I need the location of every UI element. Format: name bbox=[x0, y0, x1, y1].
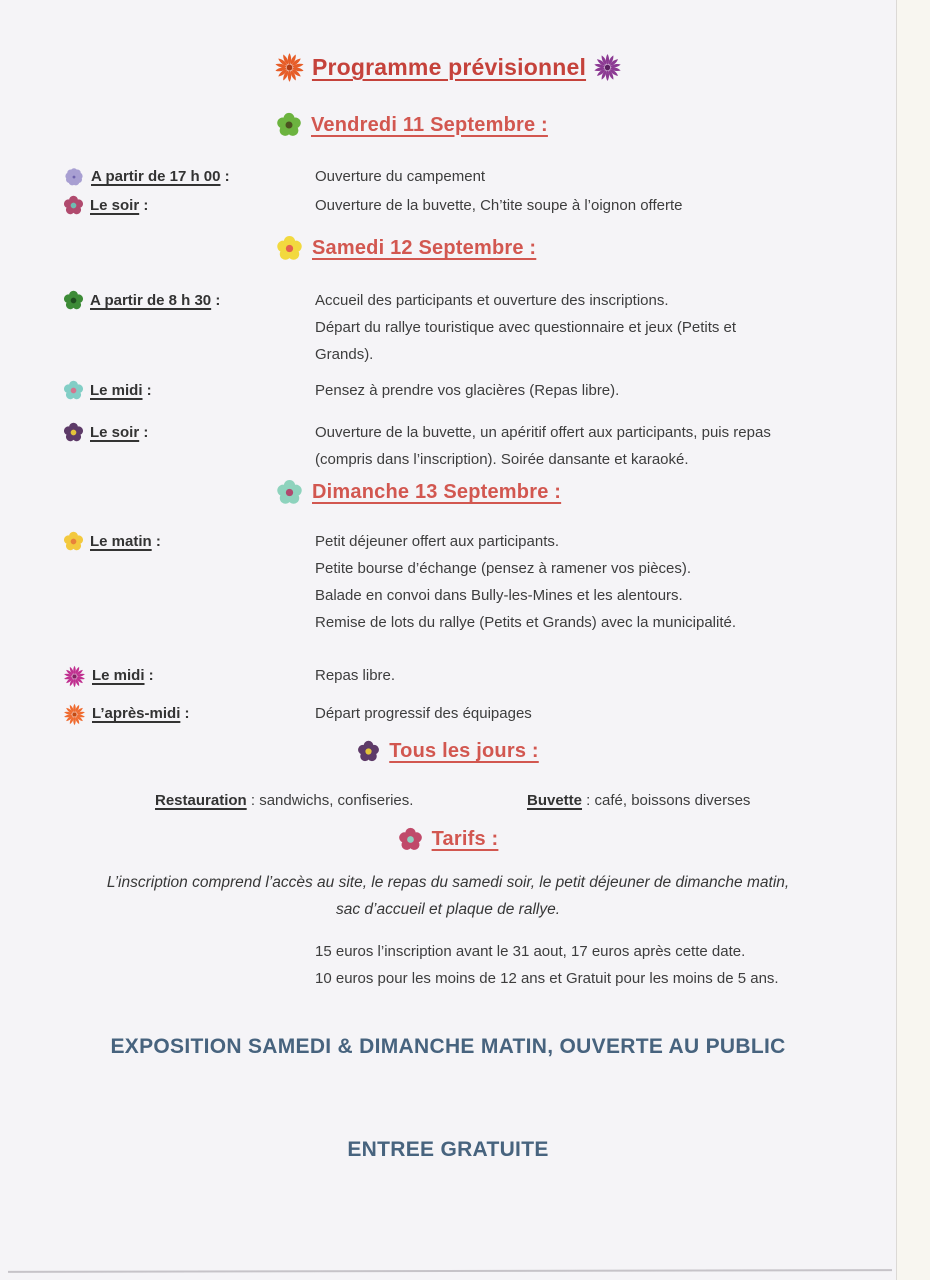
heading-samedi bbox=[276, 235, 536, 262]
plum-flower-icon bbox=[63, 422, 84, 443]
yellow-orange-flower-icon bbox=[63, 531, 84, 552]
orange-aster-flower-icon bbox=[63, 703, 86, 726]
heading-vendredi-text: Vendredi 11 Septembre : bbox=[311, 113, 548, 136]
row-key bbox=[63, 419, 315, 446]
schedule-row bbox=[63, 163, 886, 190]
heading-tarifs bbox=[0, 827, 896, 852]
purple-aster-flower-icon bbox=[593, 53, 622, 82]
row-description: Ouverture de la buvette, Ch’tite soupe à l’oignon offerte bbox=[315, 197, 683, 214]
restauration-item: Restauration : sandwichs, confiseries. bbox=[155, 792, 414, 809]
mint-flower-icon bbox=[276, 479, 303, 506]
row-description: Ouverture de la buvette, un apéritif offert aux participants, puis repas (compris dans l’inscription). Soirée dansante et karaoké. bbox=[315, 424, 771, 468]
schedule-row bbox=[63, 662, 886, 689]
heading-tous-les-jours-text: Tous les jours : bbox=[389, 740, 539, 762]
row-description: Départ progressif des équipages bbox=[315, 705, 532, 722]
yellow-flower-icon bbox=[276, 235, 303, 262]
row-key bbox=[63, 192, 315, 219]
row-key bbox=[63, 287, 315, 314]
row-label: Le soir : bbox=[90, 424, 149, 441]
row-description: Ouverture du campement bbox=[315, 168, 486, 185]
heading-tarifs-text: Tarifs : bbox=[431, 828, 499, 850]
tarifs-intro: L’inscription comprend l’accès au site, le repas du samedi soir, le petit déjeuner de dimanche matin, sac d’accueil et plaque de rallye. bbox=[106, 874, 790, 918]
row-key bbox=[63, 163, 315, 190]
schedule-row bbox=[63, 377, 886, 404]
row-description: Petit déjeuner offert aux participants. Petite bourse d’échange (pensez à ramener vos pièces). Balade en convoi dans Bully-les-Mines et les alentours. Remise de lots du rallye (Petits et Grands) avec la municipalité. bbox=[315, 533, 737, 631]
lavender-pompom-flower-icon bbox=[63, 166, 85, 188]
row-label: A partir de 8 h 30 : bbox=[90, 292, 221, 309]
page-title-row bbox=[0, 52, 896, 83]
row-description: Pensez à prendre vos glacières (Repas libre). bbox=[315, 382, 620, 399]
row-key bbox=[63, 528, 315, 555]
buvette-item: Buvette : café, boissons diverses bbox=[527, 792, 751, 809]
row-label: Le soir : bbox=[90, 197, 149, 214]
schedule-row bbox=[63, 700, 886, 727]
maroon-flower-icon bbox=[63, 195, 84, 216]
schedule-row bbox=[63, 528, 886, 636]
orange-aster-flower-icon bbox=[274, 52, 305, 83]
schedule-row bbox=[63, 419, 886, 473]
row-description: Repas libre. bbox=[315, 667, 396, 684]
teal-flower-icon bbox=[63, 380, 84, 401]
schedule-row bbox=[63, 192, 886, 219]
row-label: A partir de 17 h 00 : bbox=[91, 168, 230, 185]
row-key bbox=[63, 377, 315, 404]
entree-gratuite-note: ENTREE GRATUITE bbox=[347, 1138, 549, 1161]
row-label: L’après-midi : bbox=[92, 705, 190, 722]
magenta-aster-flower-icon bbox=[63, 665, 86, 688]
heading-dimanche-text: Dimanche 13 Septembre : bbox=[312, 481, 562, 503]
row-key bbox=[63, 700, 315, 727]
row-label: Le midi : bbox=[90, 382, 152, 399]
scan-paper-edge bbox=[896, 0, 897, 1280]
schedule-row bbox=[63, 287, 886, 368]
heading-vendredi bbox=[276, 112, 548, 138]
plum-flower-icon bbox=[357, 740, 380, 763]
row-key bbox=[63, 662, 315, 689]
green-flower-icon bbox=[276, 112, 302, 138]
restauration-buvette-line bbox=[0, 787, 896, 815]
exposition-note: EXPOSITION SAMEDI & DIMANCHE MATIN, OUVERTE AU PUBLIC bbox=[110, 1035, 786, 1058]
crimson-flower-icon bbox=[398, 827, 423, 852]
page-title: Programme prévisionnel bbox=[311, 54, 587, 80]
tarifs-prices: 15 euros l’inscription avant le 31 aout, 17 euros après cette date. 10 euros pour les moins de 12 ans et Gratuit pour les moins de 5 ans. bbox=[315, 943, 779, 987]
row-label: Le midi : bbox=[92, 667, 154, 684]
row-label: Le matin : bbox=[90, 533, 161, 550]
row-description: Accueil des participants et ouverture des inscriptions. Départ du rallye touristique avec questionnaire et jeux (Petits et Grands). bbox=[315, 292, 737, 363]
heading-samedi-text: Samedi 12 Septembre : bbox=[312, 237, 537, 259]
dark-green-flower-icon bbox=[63, 290, 84, 311]
heading-dimanche bbox=[276, 479, 561, 506]
heading-tous-les-jours bbox=[0, 740, 896, 763]
